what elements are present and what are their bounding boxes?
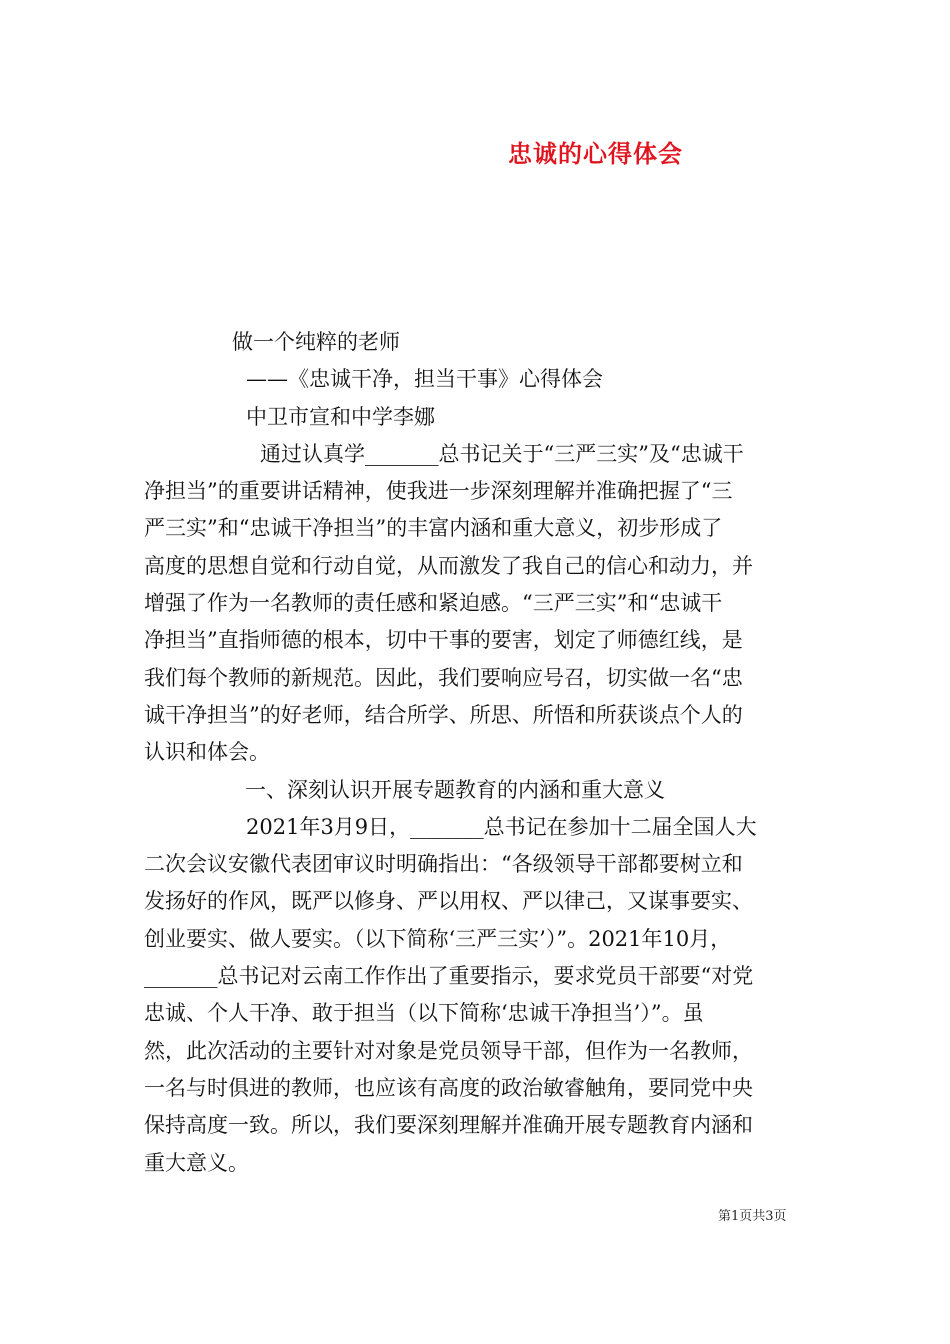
paragraph-line: _______总书记对云南工作作出了重要指示，要求党员干部要“对党 <box>144 964 754 989</box>
paragraph-line: 诚干净担当”的好老师，结合所学、所思、所悟和所获谈点个人的 <box>144 702 743 727</box>
paragraph-line: 通过认真学_______总书记关于“三严三实”及“忠诚干 <box>260 441 744 466</box>
paragraph-line: 认识和体会。 <box>144 740 270 765</box>
section-heading: 一、深刻认识开展专题教育的内涵和重大意义 <box>245 777 665 802</box>
paragraph-line: 严三实”和“忠诚干净担当”的丰富内涵和重大意义，初步形成了 <box>144 516 723 541</box>
paragraph-line: 一名与时俱进的教师，也应该有高度的政治敏睿触角，要同党中央 <box>144 1075 753 1100</box>
paragraph-line: 2021年3月9日，_______总书记在参加十二届全国人大 <box>246 814 757 839</box>
paragraph-line: 我们每个教师的新规范。因此，我们要响应号召，切实做一名“忠 <box>144 665 743 690</box>
subtitle-line: 做一个纯粹的老师 <box>232 330 400 354</box>
paragraph-line: 忠诚、个人干净、敢于担当（以下简称‘忠诚干净担当’）”。虽 <box>144 1001 704 1026</box>
paragraph-line: 二次会议安徽代表团审议时明确指出：“各级领导干部都要树立和 <box>144 852 743 877</box>
author-line: 中卫市宣和中学李娜 <box>246 404 435 429</box>
subtitle-line: ——《忠诚干净，担当干事》心得体会 <box>246 367 603 392</box>
paragraph-line: 发扬好的作风，既严以修身、严以用权、严以律己，又谋事要实、 <box>144 889 753 914</box>
document-body <box>144 324 809 1182</box>
paragraph-line: 创业要实、做人要实。（以下简称‘三严三实’）”。2021年10月， <box>144 926 732 951</box>
paragraph-line: 重大意义。 <box>144 1150 249 1175</box>
paragraph-line: 保持高度一致。所以，我们要深刻理解并准确开展专题教育内涵和 <box>144 1113 753 1138</box>
paragraph-line: 然，此次活动的主要针对对象是党员领导干部，但作为一名教师， <box>144 1038 753 1063</box>
paragraph-line: 增强了作为一名教师的责任感和紧迫感。“三严三实”和“忠诚干 <box>144 591 723 616</box>
paragraph-line: 高度的思想自觉和行动自觉，从而激发了我自己的信心和动力，并 <box>144 553 753 578</box>
paragraph-line: 净担当”直指师德的根本，切中干事的要害，划定了师德红线，是 <box>144 628 743 653</box>
paragraph-line: 净担当”的重要讲话精神，使我进一步深刻理解并准确把握了“三 <box>144 479 733 504</box>
document-title: 忠诚的心得体会 <box>508 139 683 168</box>
page-number: 第1页共3页 <box>718 1209 787 1224</box>
